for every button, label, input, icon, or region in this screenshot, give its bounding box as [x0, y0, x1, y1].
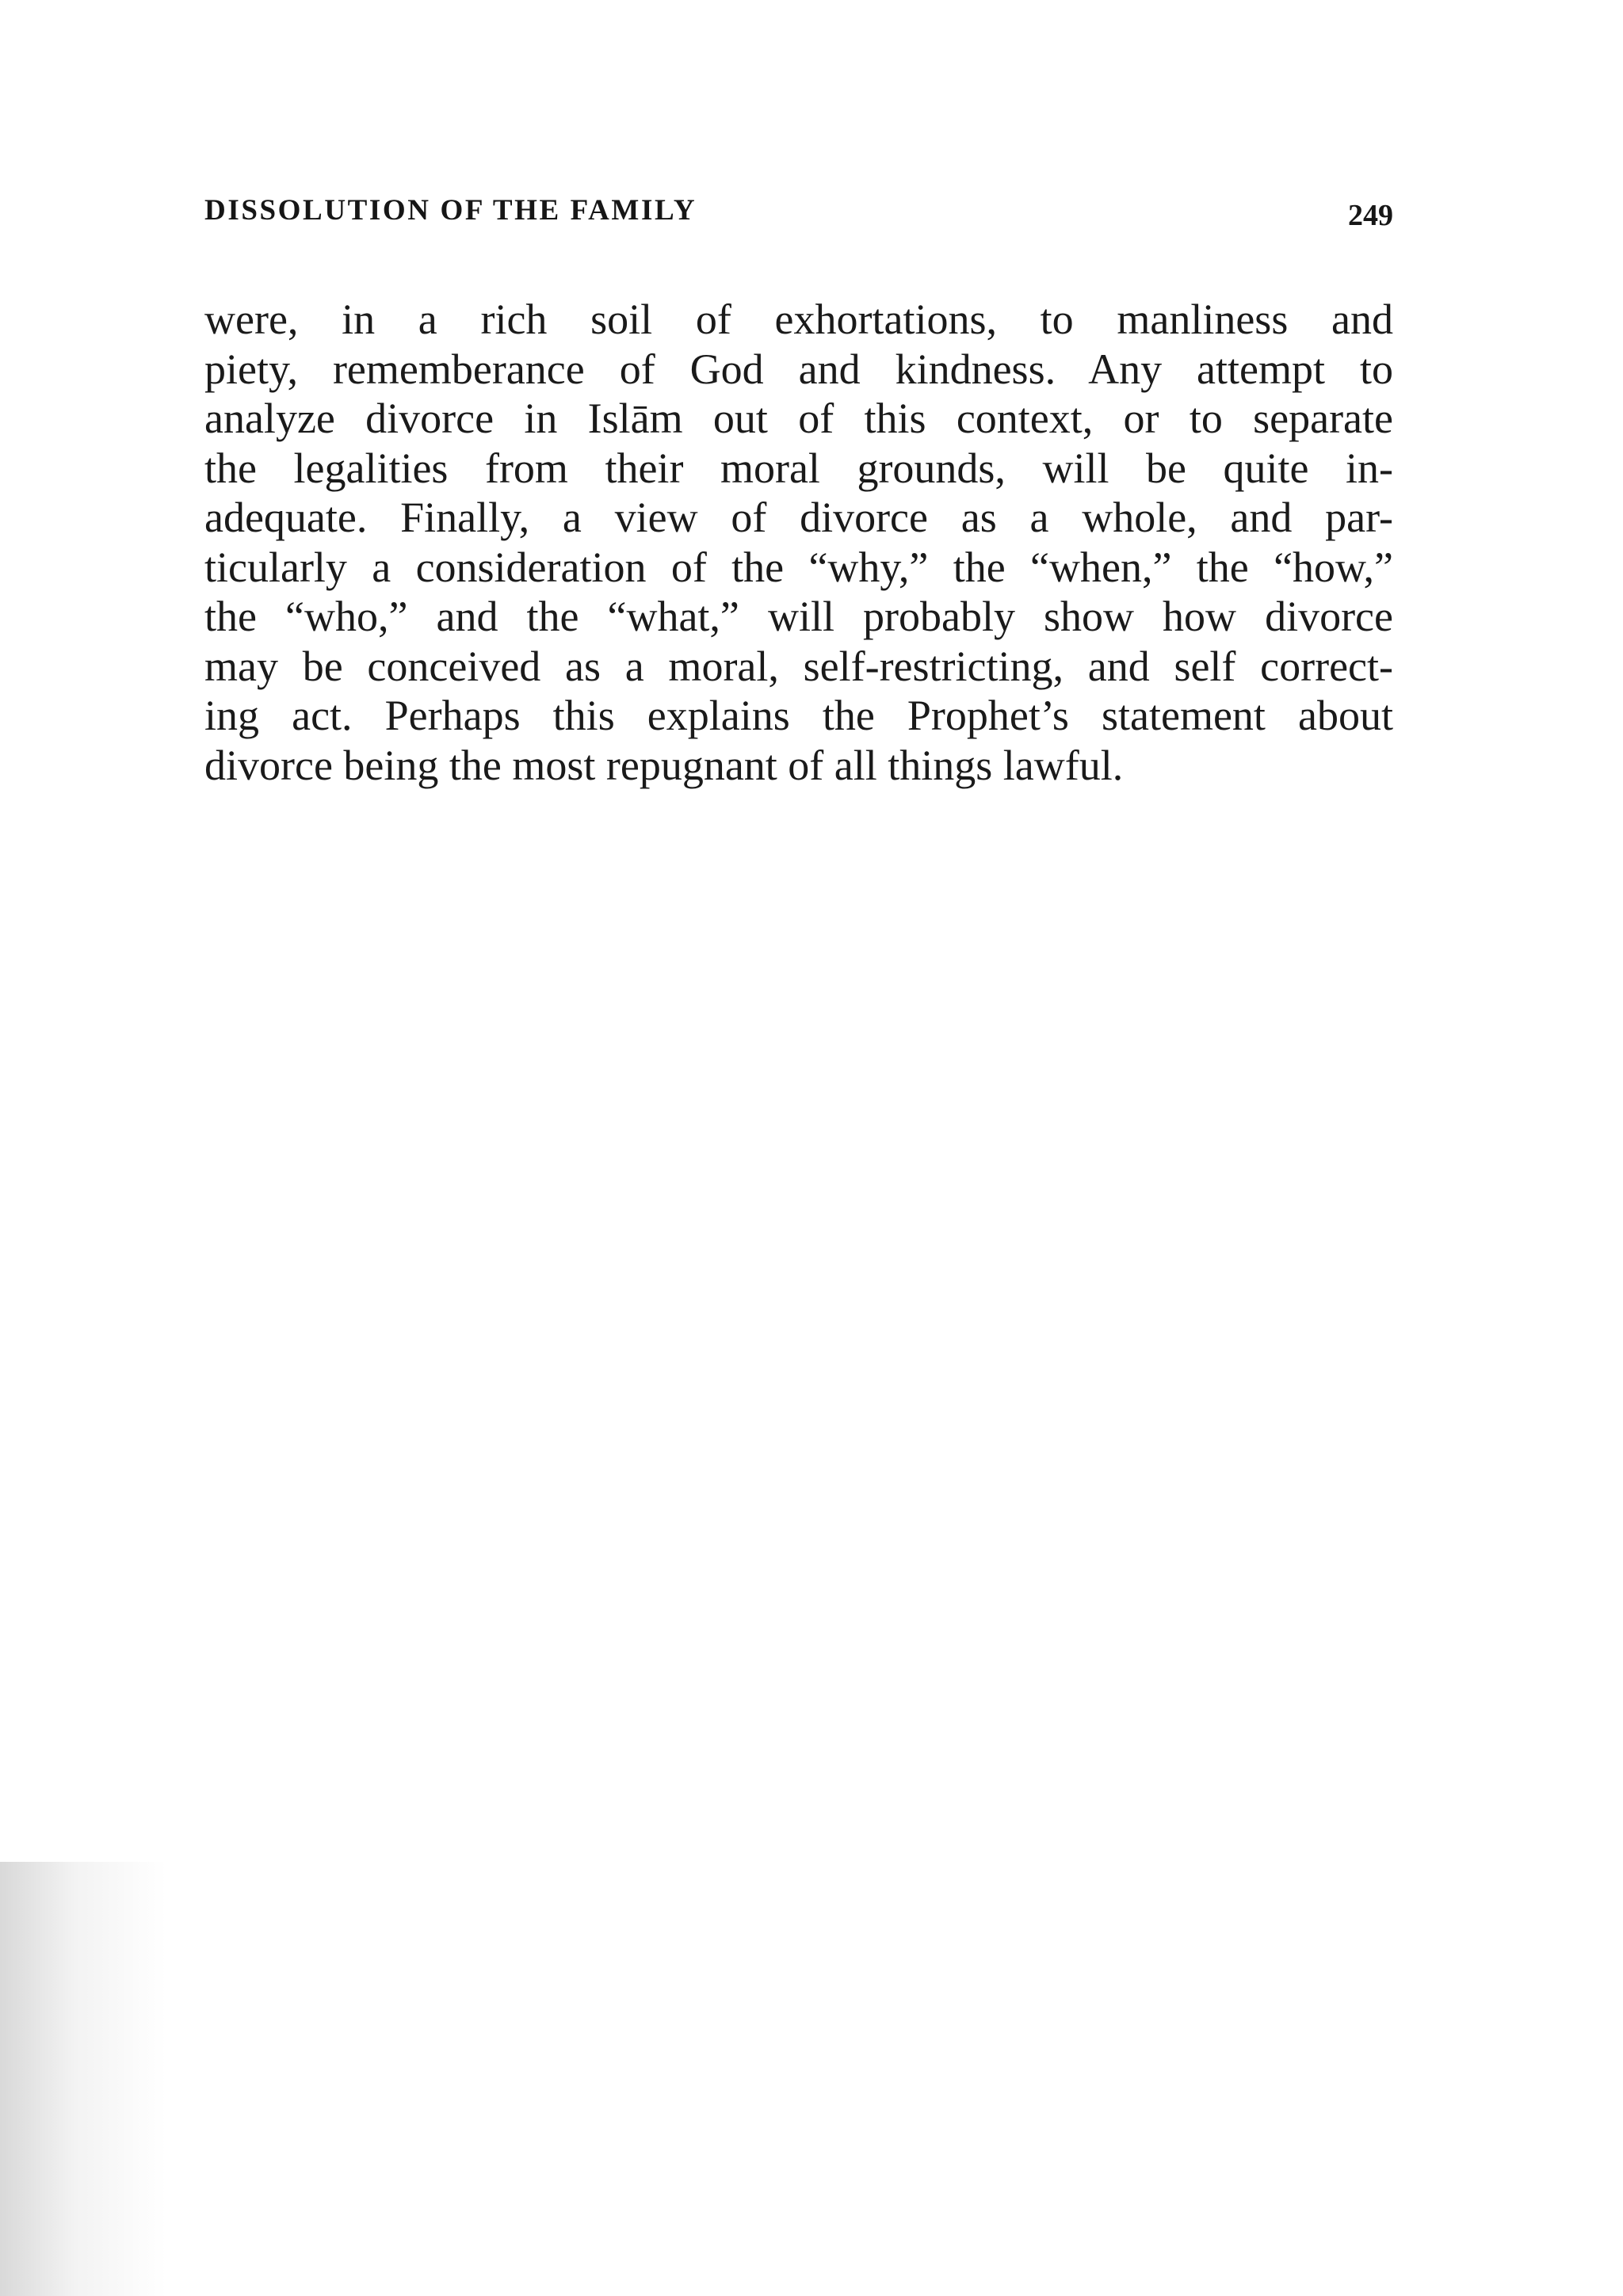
scan-shadow [0, 1862, 166, 2296]
text-line: were, in a rich soil of exhortations, to manliness and [204, 296, 1393, 343]
text-line: ing act. Perhaps this explains the Prophet’s statement about [204, 692, 1393, 739]
text-line: the “who,” and the “what,” will probably show how divorce [204, 593, 1393, 640]
text-line: ticularly a consideration of the “why,” the “when,” the “how,” [204, 543, 1393, 591]
text-line: may be conceived as a moral, self-restricting, and self correct- [204, 642, 1393, 690]
text-line: analyze divorce in Islām out of this context, or to separate [204, 395, 1393, 442]
page-number: 249 [1348, 199, 1393, 232]
body-paragraph [204, 295, 1393, 790]
text-line: piety, rememberance of God and kindness. Any attempt to [204, 345, 1393, 393]
text-line: adequate. Finally, a view of divorce as a whole, and par- [204, 494, 1393, 541]
text-line: the legalities from their moral grounds, will be quite in- [204, 444, 1393, 492]
running-head [204, 193, 1393, 241]
text-line-last: divorce being the most repugnant of all things lawful. [204, 741, 1124, 789]
running-title: DISSOLUTION OF THE FAMILY [204, 194, 697, 227]
